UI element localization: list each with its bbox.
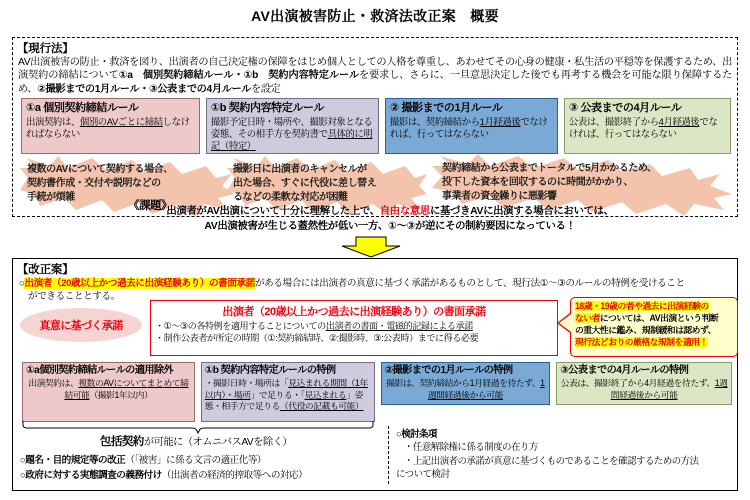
genuine-consent-callout: 真意に基づく承諾 xyxy=(20,308,142,342)
rule-box-2-title: ② 撮影までの1月ルール xyxy=(389,102,503,114)
burst-2-line1: 撮影日に出演者のキャンセルが xyxy=(233,164,367,175)
current-law-line2c: を要求し、さらに、一旦意思決定した後でも再考する機会を可 xyxy=(358,70,642,82)
note-line1 xyxy=(575,300,733,312)
left-bullet-2-rest: （出演者の経済的搾取等への対応） xyxy=(161,469,308,481)
issue-label: 《課題》 xyxy=(128,200,172,212)
note-line2-rest: については、AV出演という判断 xyxy=(599,313,719,324)
current-law-heading: 【現行法】 xyxy=(17,43,74,55)
exc-1b-d: 」姿態・相手方で足りる xyxy=(204,389,363,412)
written-consent-title: 出演者（20歳以上かつ過去に出演経験あり）の書面承諾 xyxy=(222,306,486,318)
exception-box-1b xyxy=(201,362,375,422)
rule-1a-text-b: しなければならない xyxy=(26,116,190,140)
rule-box-1b-title: ①b 契約内容特定ルール xyxy=(210,102,324,114)
burst-1-line2: 契約書作成・交付や説明などの xyxy=(27,178,161,190)
exception-3-title: ③公表までの4月ルールの特例 xyxy=(560,365,689,376)
package-contract-text xyxy=(18,433,374,449)
consent-line1-underline: 出演者の書面・電磁的記録による承諾 xyxy=(325,321,473,331)
rule-2-text-a: 撮影は、契約締結から xyxy=(389,116,480,128)
rule-1a-text-a: 出演契約は、 xyxy=(26,116,80,128)
rule-box-3 xyxy=(564,98,731,154)
exc-1a-u2: まとめて締結可能 xyxy=(64,378,189,400)
issue-line1-highlight: 自由な意思 xyxy=(379,206,430,217)
rule-box-2-body xyxy=(390,116,553,140)
exception-box-3 xyxy=(556,362,732,405)
amendment-heading: 【改正案】 xyxy=(17,264,74,276)
left-bullet-1-rest: （「被害」に係る文言の適正化等） xyxy=(125,455,267,466)
amendment-lead-line2: ができることとする。 xyxy=(28,290,120,302)
rule-box-3-title: ③ 公表までの4月ルール xyxy=(568,102,682,114)
exc-2-u: 1週間経過後から可能 xyxy=(427,378,545,400)
note-balloon-tail xyxy=(559,314,571,332)
exc-1b-b: 」で足りる xyxy=(250,389,293,400)
written-consent-line2: ・制作公表者が所定の時期（①:契約締結時、②:撮影時、③:公表時）までに得る必要 xyxy=(155,333,479,344)
burst-2-line3: るなどの柔軟な対応が困難 xyxy=(233,192,348,204)
rule-box-1a-title: ①a 個別契約締結ルール xyxy=(26,102,139,114)
left-bullet-list xyxy=(20,454,380,484)
exception-1a-body xyxy=(26,378,191,401)
exception-1a-title: ①a個別契約締結ルールの適用除外 xyxy=(26,365,174,376)
current-law-rule-row xyxy=(21,98,731,154)
rule-3-text-b: でなければ、行ってはならない xyxy=(568,116,718,140)
note-line1-highlight: 18歳・19歳の者や過去に出演経験の xyxy=(575,301,709,311)
rule-box-1a xyxy=(21,98,200,154)
rule-3-text-a: 公表は、撮影終了から xyxy=(568,116,659,128)
issue-line1 xyxy=(90,204,690,219)
exc-1a-b: （撮影1年以内） xyxy=(89,389,153,400)
exc-1b-u2: （1年以内）・場所 xyxy=(204,378,368,400)
issue-line2: AV出演被害が生じる蓋然性が低い一方、①～③が逆にその制約要因になっている！ xyxy=(204,221,576,233)
current-law-line1: AV出演被害の防止・救済を図り、出演者の自己決定権の保障をはじめ個人としての人格を尊重し、あわせてその心身の健康・私生活の平穏等を保護 xyxy=(18,57,674,68)
note-line3: の重大性に鑑み、規制緩和は認めず、 xyxy=(575,325,716,336)
exc-3-b: 待たず、 xyxy=(682,378,715,389)
exc-1b-u1: 見込まれる期間 xyxy=(288,378,347,389)
exception-1b-body xyxy=(205,378,371,412)
exc-2-b: 待たず、 xyxy=(507,378,541,389)
exception-box-2 xyxy=(381,362,551,405)
left-bullet-item-1 xyxy=(20,454,380,469)
exception-row xyxy=(22,362,732,422)
exc-1b-u3: 見込まれる xyxy=(304,389,347,400)
amendment-lead-rest: がある場合には出演者の真意に基づく承諾があるものとして、現行法①～③のルールの特例を受けること xyxy=(254,278,685,289)
exc-1b-a: ・撮影日時・場所は「 xyxy=(204,378,289,389)
review-provisions-item-1: ・任意解除権に係る制度の在り方 xyxy=(404,441,538,453)
burst-1-line3: 手続が煩雑 xyxy=(27,192,75,204)
exc-3-u: 1週間経過後から可能 xyxy=(610,378,728,400)
review-provisions-item-2: ・上記出演者の承諾が真意に基づくものであることを確認するための方法 xyxy=(404,454,699,466)
note-line4-highlight: 現行法どおりの厳格な規制を適用！ xyxy=(575,337,708,348)
exc-2-a: 撮影は、契約締結から1月経過を xyxy=(386,378,508,389)
issue-line1-b: に基づきAVに出演する場合においては、 xyxy=(429,206,614,217)
exc-1b-u4: （代役の記載も可能） xyxy=(279,401,364,412)
package-contract-bold: 包括契約 xyxy=(99,436,144,448)
minors-note-balloon xyxy=(570,297,738,357)
issue-text xyxy=(90,204,690,234)
burst-3-line1: 契約締結から公表までトータルで5月かかるため、 xyxy=(442,163,657,174)
rule-1a-text-u: 個別のAVごとに締結 xyxy=(79,116,163,128)
exception-3-body xyxy=(560,378,728,401)
review-provisions-item-3: について検討 xyxy=(396,468,450,480)
rule-box-2 xyxy=(385,98,558,154)
exc-1b-c: ・「 xyxy=(292,389,305,400)
written-consent-box xyxy=(150,300,558,356)
left-bullet-item-2 xyxy=(20,469,380,484)
exception-2-body xyxy=(385,378,547,401)
rule-1b-text-a: 撮影予定日時・場所や、撮影対象 xyxy=(210,116,346,128)
note-line2 xyxy=(575,312,733,324)
rule-2-text-u: 1月経過後 xyxy=(479,116,521,128)
exception-1b-title: ①b 契約内容特定ルールの特例 xyxy=(204,365,336,376)
down-arrow-icon xyxy=(340,236,402,263)
exc-3-a: 公表は、撮影終了から4月経過を xyxy=(560,378,683,389)
page-title: AV出演被害防止・救済法改正案 概要 xyxy=(251,8,499,24)
amendment-lead-bullet: ○ xyxy=(19,278,25,289)
package-contract-rest: が可能に（オムニバスAVを除く） xyxy=(143,437,293,448)
rule-box-1a-body xyxy=(26,116,195,140)
current-law-line3c: を設定 xyxy=(250,83,281,95)
burst-1-line1: 複数のAVについて契約する場合、 xyxy=(27,164,173,175)
consent-line1-pre: ・①～③の各特例を適用することについての xyxy=(155,321,326,331)
burst-3-line2: 投下した資本を回収するのに時間がかかり、 xyxy=(442,177,633,189)
rule-1b-text-u: 具体的に明記（特定） xyxy=(210,128,373,152)
left-bullet-1-bold: ○題名・目的規定等の改正 xyxy=(20,455,126,466)
exception-box-1a xyxy=(22,362,195,422)
rule-2-text-b: でなければ、行ってはならない xyxy=(389,116,548,140)
exc-1a-a: 出演契約は、 xyxy=(28,378,79,389)
rule-1b-text-c: で xyxy=(318,128,328,140)
rule-3-text-u: 4月経過後 xyxy=(658,116,700,128)
current-law-line2b: ①a 個別契約締結ルール・①b 契約内容特定ルール xyxy=(118,70,359,82)
burst-text-3 xyxy=(442,162,734,205)
current-law-body xyxy=(18,56,732,96)
written-consent-line1 xyxy=(155,320,553,332)
burst-text-2 xyxy=(233,163,425,206)
rule-box-1b-body xyxy=(211,116,374,152)
issue-line1-a: 出演者がAV出演について十分に理解した上で、 xyxy=(166,206,380,217)
note-line4 xyxy=(575,336,733,348)
current-law-line3a: 能な限り保障するため、 xyxy=(18,70,733,95)
burst-2-line2: 出た場合、すぐに代役に差し替え xyxy=(233,178,377,190)
rule-box-3-body xyxy=(569,116,726,140)
rule-box-1b xyxy=(206,98,379,154)
exc-1a-u1: 複数のAVについて xyxy=(78,378,147,389)
review-provisions-title: ○検討条項 xyxy=(396,428,437,439)
current-law-line2a: するため、出演契約の締結について xyxy=(18,57,732,82)
current-law-line3b: ②撮影までの1月ルール・③公表までの4月ルール xyxy=(37,83,251,95)
rule-1b-text-b: となる姿態、その相手方を契約書 xyxy=(210,116,373,140)
amendment-lead-highlight: 出演者（20歳以上かつ過去に出演経験あり）の書面承諾 xyxy=(24,278,255,289)
note-line2-highlight: ない者 xyxy=(575,313,600,324)
burst-3-line3: 事業者の資金繰りに悪影響 xyxy=(442,191,557,203)
exception-2-title: ②撮影までの1月ルールの特例 xyxy=(384,365,513,376)
left-bullet-2-bold: ○政府に対する実態調査の義務付け xyxy=(20,469,162,481)
review-provisions-box xyxy=(388,426,724,484)
